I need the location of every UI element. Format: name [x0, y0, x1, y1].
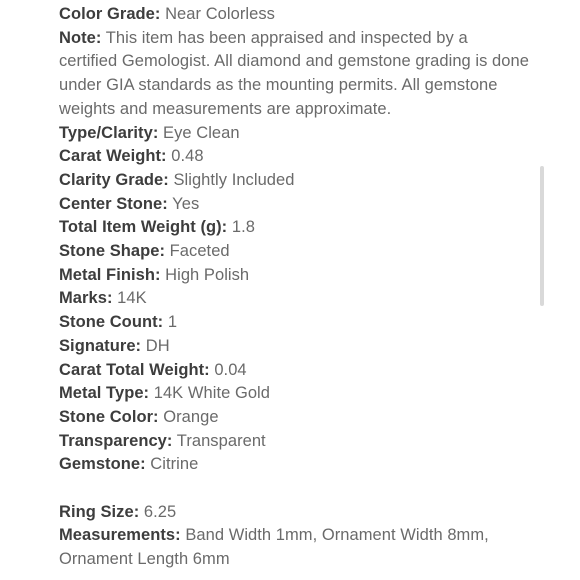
detail-value: Yes	[172, 194, 200, 213]
detail-stone-shape	[59, 240, 529, 264]
detail-label: Transparency:	[59, 431, 173, 450]
detail-value: 6.25	[143, 502, 177, 521]
detail-stone-color	[59, 406, 529, 430]
detail-marks	[59, 287, 529, 311]
detail-label: Signature:	[59, 336, 142, 355]
detail-label: Carat Total Weight:	[59, 360, 210, 379]
detail-note	[59, 27, 529, 122]
vertical-scrollbar[interactable]	[540, 166, 544, 306]
item-details	[59, 3, 529, 572]
detail-carat-weight	[59, 145, 529, 169]
detail-value: DH	[145, 336, 170, 355]
detail-label: Measurements:	[59, 526, 181, 545]
detail-label: Stone Shape:	[59, 242, 166, 261]
detail-label: Ring Size:	[59, 502, 140, 521]
detail-value: Slightly Included	[173, 170, 295, 189]
detail-value: Citrine	[150, 455, 199, 474]
detail-label: Clarity Grade:	[59, 170, 169, 189]
detail-carat-total-weight	[59, 359, 529, 383]
detail-label: Stone Color:	[59, 407, 159, 426]
detail-stone-count	[59, 311, 529, 335]
detail-label: Total Item Weight (g):	[59, 218, 228, 237]
detail-measurements	[59, 524, 529, 571]
detail-label: Metal Finish:	[59, 265, 161, 284]
detail-value: Orange	[163, 407, 219, 426]
detail-value: Near Colorless	[165, 5, 275, 23]
detail-clarity-grade	[59, 169, 529, 193]
detail-gemstone	[59, 453, 529, 477]
detail-value: High Polish	[165, 265, 250, 284]
blank-line	[59, 477, 529, 501]
detail-type-clarity	[59, 122, 529, 146]
detail-value: 14K White Gold	[153, 384, 270, 403]
detail-metal-finish	[59, 264, 529, 288]
detail-transparency	[59, 430, 529, 454]
detail-label: Carat Weight:	[59, 147, 167, 166]
detail-color-grade	[59, 3, 529, 27]
detail-value: 0.04	[214, 360, 247, 379]
detail-ring-size	[59, 501, 529, 525]
detail-label: Stone Count:	[59, 313, 164, 332]
detail-value: 1	[167, 313, 178, 332]
detail-metal-type	[59, 382, 529, 406]
detail-label: Center Stone:	[59, 194, 168, 213]
detail-signature	[59, 335, 529, 359]
detail-total-item-weight	[59, 216, 529, 240]
detail-label: Metal Type:	[59, 384, 150, 403]
detail-value: 0.48	[171, 147, 204, 166]
detail-value: 14K	[117, 289, 147, 308]
detail-value: Eye Clean	[163, 123, 240, 142]
detail-label: Type/Clarity:	[59, 123, 159, 142]
detail-label: Color Grade:	[59, 5, 161, 23]
detail-value: Transparent	[176, 431, 266, 450]
detail-label: Note:	[59, 28, 102, 47]
detail-value: 1.8	[231, 218, 255, 237]
detail-center-stone	[59, 193, 529, 217]
detail-value: This item has been appraised and inspected by a certified Gemologist. All diamond and gemstone grading is done under GIA standards as the mounting permits. All gemstone weights and measurements are approximate.	[59, 28, 529, 118]
detail-label: Marks:	[59, 289, 113, 308]
detail-label: Gemstone:	[59, 455, 146, 474]
detail-value: Band Width 1mm, Ornament Width 8mm, Ornament Length 6mm	[59, 526, 489, 569]
detail-value: Faceted	[169, 242, 230, 261]
